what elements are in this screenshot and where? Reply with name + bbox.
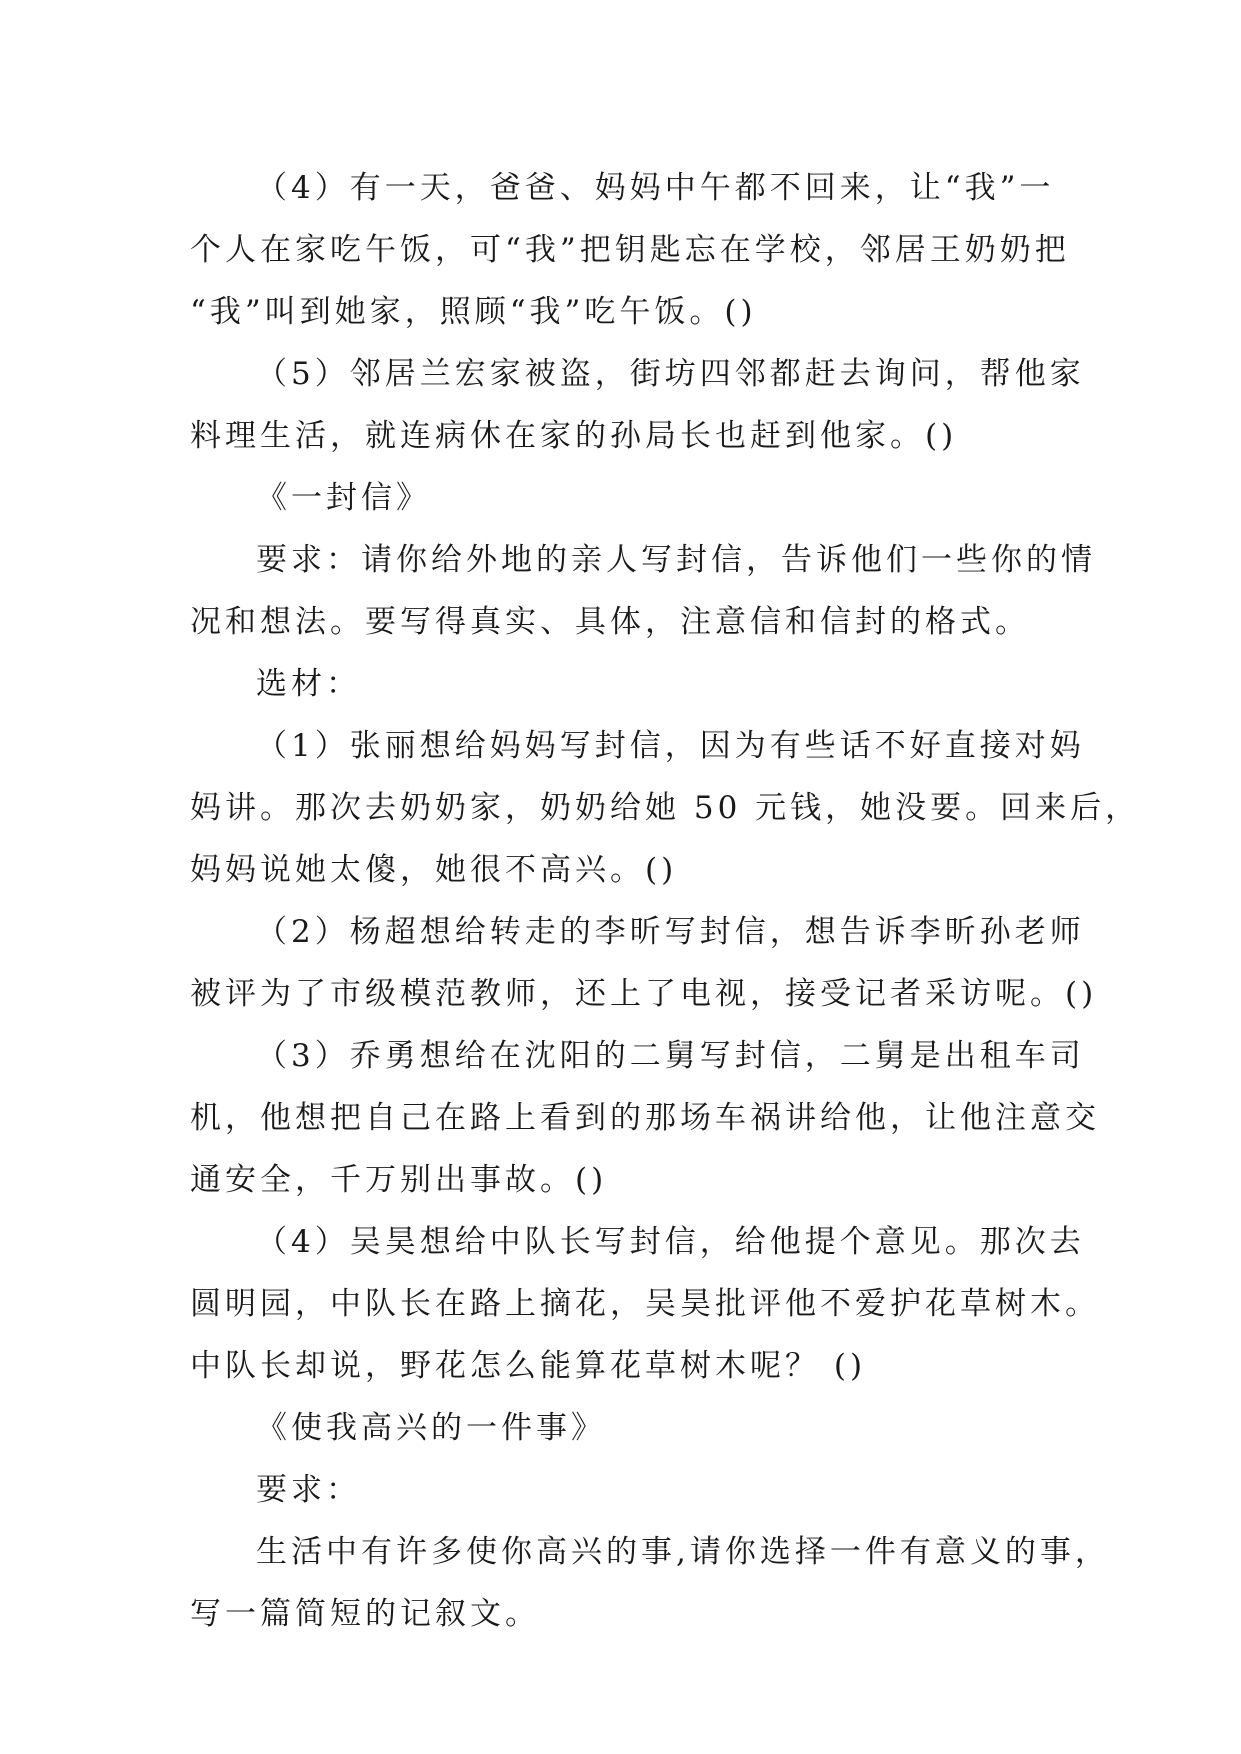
text-line: 写一篇简短的记叙文。 (190, 1596, 540, 1632)
text-line: （4）吴昊想给中队长写封信，给他提个意见。那次去 (256, 1224, 1085, 1260)
text-line: “我”叫到她家，照顾“我”吃午饭。() (190, 294, 757, 330)
text-line: 生活中有许多使你高兴的事,请你选择一件有意义的事， (256, 1534, 1110, 1570)
text-line: 妈妈说她太傻，她很不高兴。() (190, 852, 678, 888)
text-line: 圆明园，中队长在路上摘花，吴昊批评他不爱护花草树木。 (190, 1286, 1100, 1322)
text-line: 中队长却说，野花怎么能算花草树木呢？ () (190, 1348, 867, 1384)
text-line: 通安全，千万别出事故。() (190, 1162, 608, 1198)
text-line: （5）邻居兰宏家被盗，街坊四邻都赶去询问，帮他家 (256, 356, 1085, 392)
text-line: （2）杨超想给转走的李昕写封信，想告诉李昕孙老师 (256, 914, 1085, 950)
text-line: （4）有一天，爸爸、妈妈中午都不回来，让“我”一 (256, 170, 1055, 206)
text-line: 选材： (256, 666, 361, 702)
text-line: 况和想法。要写得真实、具体，注意信和信封的格式。 (190, 604, 1030, 640)
text-line: 《一封信》 (256, 480, 431, 516)
text-line: 《使我高兴的一件事》 (256, 1410, 606, 1446)
text-line: 妈讲。那次去奶奶家，奶奶给她 50 元钱，她没要。回来后， (190, 790, 1141, 826)
text-line: （1）张丽想给妈妈写封信，因为有些话不好直接对妈 (256, 728, 1085, 764)
text-line: 被评为了市级模范教师，还上了电视，接受记者采访呢。() (190, 976, 1098, 1012)
text-line: 个人在家吃午饭，可“我”把钥匙忘在学校，邻居王奶奶把 (190, 232, 1070, 268)
text-line: （3）乔勇想给在沈阳的二舅写封信，二舅是出租车司 (256, 1038, 1085, 1074)
text-line: 要求：请你给外地的亲人写封信，告诉他们一些你的情 (256, 542, 1096, 578)
text-line: 要求： (256, 1472, 361, 1508)
text-line: 料理生活，就连病休在家的孙局长也赶到他家。() (190, 418, 958, 454)
document-body (190, 157, 1141, 1645)
text-line: 机，他想把自己在路上看到的那场车祸讲给他，让他注意交 (190, 1100, 1100, 1136)
